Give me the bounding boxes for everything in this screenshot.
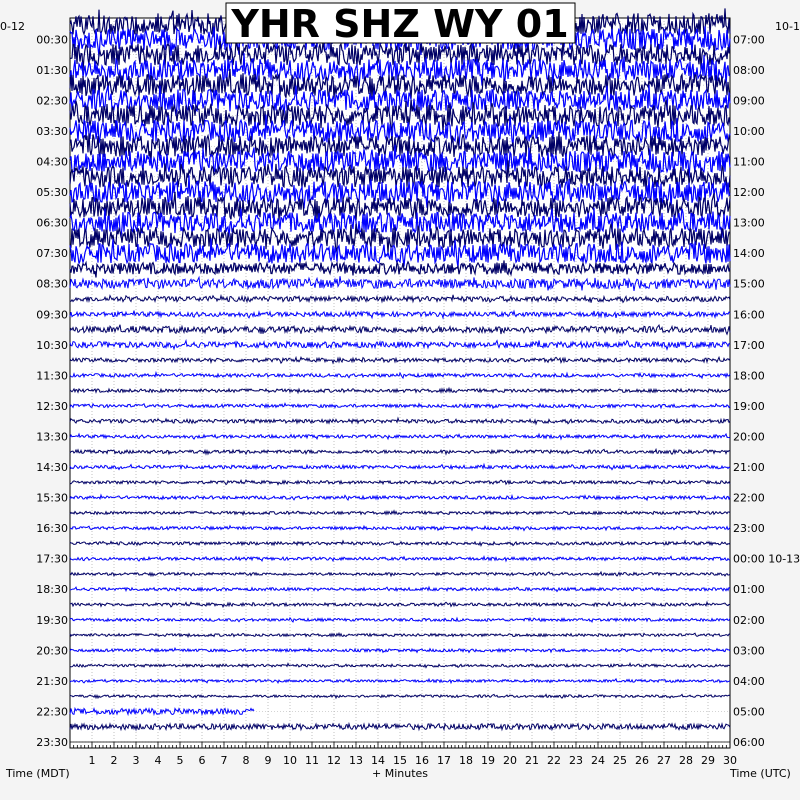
right-time-label: 00:00 10-13 <box>733 552 800 566</box>
left-time-label: 03:30 <box>36 124 68 138</box>
x-tick-label: 17 <box>437 754 451 767</box>
right-time-label: 13:00 <box>733 216 765 230</box>
left-time-label: 18:30 <box>36 583 68 597</box>
x-axis-label: + Minutes <box>371 767 429 780</box>
right-time-labels <box>733 33 800 749</box>
left-time-label: 11:30 <box>36 369 68 383</box>
right-time-label: 10:00 <box>733 124 765 138</box>
right-time-label: 07:00 <box>733 33 765 47</box>
left-time-label: 02:30 <box>36 94 68 108</box>
left-time-label: 14:30 <box>36 461 68 475</box>
right-time-label: 20:00 <box>733 430 765 444</box>
right-corner-label: 10-1 <box>775 20 800 33</box>
right-time-label: 11:00 <box>733 155 765 169</box>
right-time-label: 03:00 <box>733 644 765 658</box>
x-tick-label: 12 <box>327 754 341 767</box>
x-tick-label: 6 <box>198 754 206 767</box>
right-time-label: 05:00 <box>733 705 765 719</box>
chart-title: YHR SHZ WY 01 <box>231 2 569 46</box>
x-tick-label: 8 <box>242 754 250 767</box>
x-tick-label: 22 <box>547 754 561 767</box>
right-time-label: 23:00 <box>733 522 765 536</box>
x-tick-label: 25 <box>613 754 627 767</box>
right-time-label: 09:00 <box>733 94 765 108</box>
x-tick-label: 16 <box>415 754 429 767</box>
x-tick-label: 19 <box>481 754 495 767</box>
x-tick-label: 13 <box>349 754 363 767</box>
right-time-label: 08:00 <box>733 63 765 77</box>
right-time-label: 15:00 <box>733 277 765 291</box>
left-time-label: 17:30 <box>36 552 68 566</box>
left-time-label: 15:30 <box>36 491 68 505</box>
x-tick-label: 10 <box>283 754 297 767</box>
left-time-label: 09:30 <box>36 308 68 322</box>
right-axis-label: Time (UTC) <box>730 767 791 780</box>
right-time-label: 04:00 <box>733 674 765 688</box>
right-time-label: 12:00 <box>733 186 765 200</box>
left-time-labels <box>36 33 68 749</box>
left-time-label: 20:30 <box>36 644 68 658</box>
x-tick-label: 23 <box>569 754 583 767</box>
x-tick-label: 11 <box>305 754 319 767</box>
left-time-label: 04:30 <box>36 155 68 169</box>
left-time-label: 10:30 <box>36 338 68 352</box>
left-time-label: 05:30 <box>36 186 68 200</box>
right-time-label: 02:00 <box>733 613 765 627</box>
x-tick-label: 1 <box>88 754 96 767</box>
x-tick-label: 3 <box>132 754 140 767</box>
x-tick-label: 29 <box>701 754 715 767</box>
right-time-label: 22:00 <box>733 491 765 505</box>
x-tick-label: 28 <box>679 754 693 767</box>
right-time-label: 06:00 <box>733 736 765 749</box>
right-time-label: 17:00 <box>733 338 765 352</box>
right-time-label: 14:00 <box>733 247 765 261</box>
x-tick-label: 18 <box>459 754 473 767</box>
x-tick-label: 2 <box>110 754 118 767</box>
left-corner-label: 0-12 <box>0 20 25 33</box>
x-tick-label: 7 <box>220 754 228 767</box>
left-time-label: 16:30 <box>36 522 68 536</box>
left-time-label: 00:30 <box>36 33 68 47</box>
x-tick-label: 30 <box>723 754 737 767</box>
right-time-label: 19:00 <box>733 399 765 413</box>
x-tick-label: 5 <box>176 754 184 767</box>
x-tick-label: 27 <box>657 754 671 767</box>
left-time-label: 13:30 <box>36 430 68 444</box>
x-tick-label: 14 <box>371 754 385 767</box>
left-time-label: 21:30 <box>36 674 68 688</box>
left-time-label: 12:30 <box>36 399 68 413</box>
left-axis-label: Time (MDT) <box>6 767 70 780</box>
x-tick-label: 4 <box>154 754 162 767</box>
left-time-label: 08:30 <box>36 277 68 291</box>
x-tick-label: 15 <box>393 754 407 767</box>
x-tick-label: 24 <box>591 754 605 767</box>
left-time-label: 23:30 <box>36 736 68 749</box>
left-time-label: 19:30 <box>36 613 68 627</box>
right-time-label: 16:00 <box>733 308 765 322</box>
right-time-label: 01:00 <box>733 583 765 597</box>
x-tick-label: 9 <box>264 754 272 767</box>
x-tick-label: 21 <box>525 754 539 767</box>
x-tick-label: 26 <box>635 754 649 767</box>
left-time-label: 22:30 <box>36 705 68 719</box>
left-time-label: 06:30 <box>36 216 68 230</box>
left-time-label: 01:30 <box>36 63 68 77</box>
left-time-label: 07:30 <box>36 247 68 261</box>
right-time-label: 18:00 <box>733 369 765 383</box>
right-time-label: 21:00 <box>733 461 765 475</box>
x-tick-label: 20 <box>503 754 517 767</box>
